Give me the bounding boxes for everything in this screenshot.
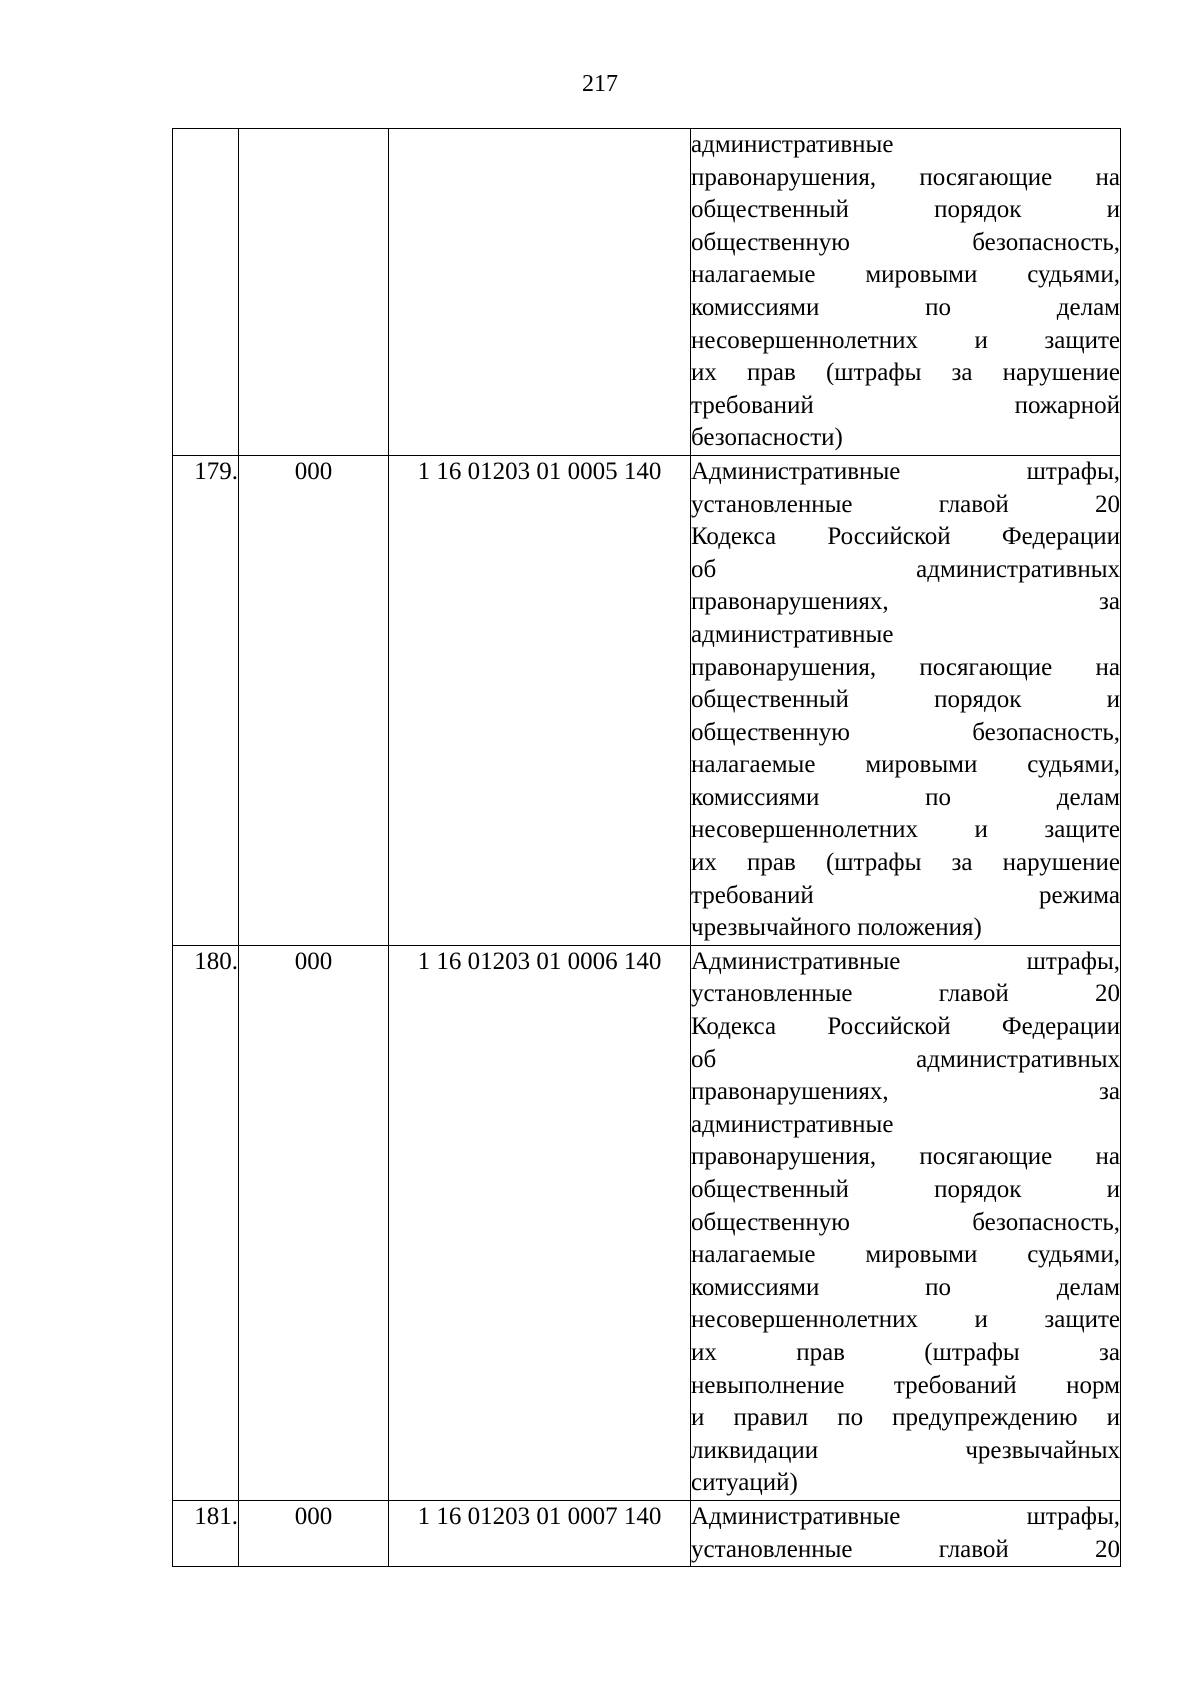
description-line: комиссиями по делам (691, 783, 1120, 811)
description-line: об административных (691, 1045, 1120, 1073)
table-row (173, 1500, 1121, 1566)
row-number-cell: 181. (173, 1500, 239, 1566)
budget-codes-table (172, 128, 1121, 1567)
page-number: 217 (582, 71, 618, 97)
description-line: налагаемые мировыми судьями, (691, 1241, 1120, 1269)
description-line: административные (691, 131, 894, 158)
table-row (173, 129, 1121, 456)
admin-code-cell (239, 129, 389, 456)
description-line: правонарушения, посягающие на (691, 163, 1120, 191)
description-line: ликвидации чрезвычайных (691, 1436, 1120, 1464)
description-line: комиссиями по делам (691, 1273, 1120, 1301)
description-line: общественную безопасность, (691, 1208, 1120, 1236)
description-line: правонарушения, посягающие на (691, 1143, 1120, 1171)
description-line: административные (691, 620, 894, 648)
description-line: налагаемые мировыми судьями, (691, 751, 1120, 779)
description-line: Административные штрафы, (691, 947, 1120, 975)
description-line: установленные главой 20 (691, 1535, 1120, 1563)
description-line: правонарушениях, за (691, 1078, 1120, 1106)
table-row (173, 455, 1121, 945)
description-line: установленные главой 20 (691, 490, 1120, 518)
description-line: общественную безопасность, (691, 228, 1120, 256)
description-line: налагаемые мировыми судьями, (691, 261, 1120, 289)
budget-code-cell: 1 16 01203 01 0007 140 (389, 1500, 691, 1566)
description-line: их прав (штрафы за (691, 1338, 1120, 1366)
description-line: Административные штрафы, (691, 1502, 1120, 1530)
budget-code-cell: 1 16 01203 01 0005 140 (389, 455, 691, 945)
description-line: невыполнение требований норм (691, 1371, 1120, 1399)
description-cell (691, 945, 1121, 1500)
table-row (173, 945, 1121, 1500)
description-line: правонарушениях, за (691, 588, 1120, 616)
description-cell (691, 129, 1121, 456)
description-line: их прав (штрафы за нарушение (691, 849, 1120, 877)
description-line: несовершеннолетних и защите (691, 326, 1120, 354)
description-line: общественный порядок и (691, 196, 1120, 224)
row-number-cell (173, 129, 239, 456)
budget-code-cell (389, 129, 691, 456)
description-cell (691, 1500, 1121, 1566)
description-line: и правил по предупреждению и (691, 1404, 1120, 1432)
description-line: Административные штрафы, (691, 457, 1120, 485)
description-line: несовершеннолетних и защите (691, 816, 1120, 844)
description-line: требований пожарной (691, 391, 1120, 419)
description-line: безопасности) (691, 424, 843, 452)
description-line: общественную безопасность, (691, 718, 1120, 746)
description-line: общественный порядок и (691, 1176, 1120, 1203)
budget-code-cell: 1 16 01203 01 0006 140 (389, 945, 691, 1500)
description-line: административные (691, 1110, 894, 1138)
description-line: ситуаций) (691, 1469, 798, 1497)
admin-code-cell: 000 (239, 945, 389, 1500)
description-line: несовершеннолетних и защите (691, 1306, 1120, 1334)
description-cell (691, 455, 1121, 945)
admin-code-cell: 000 (239, 1500, 389, 1566)
description-line: их прав (штрафы за нарушение (691, 359, 1120, 387)
description-line: правонарушения, посягающие на (691, 653, 1120, 681)
description-line: требований режима (691, 881, 1120, 909)
admin-code-cell: 000 (239, 455, 389, 945)
description-line: об административных (691, 555, 1120, 583)
description-line: чрезвычайного положения) (691, 914, 982, 942)
description-line: комиссиями по делам (691, 293, 1120, 321)
description-line: Кодекса Российской Федерации (691, 523, 1120, 551)
row-number-cell: 180. (173, 945, 239, 1500)
description-line: общественный порядок и (691, 686, 1120, 714)
description-line: Кодекса Российской Федерации (691, 1013, 1120, 1041)
row-number-cell: 179. (173, 455, 239, 945)
description-line: установленные главой 20 (691, 980, 1120, 1008)
table-body (173, 129, 1121, 1567)
